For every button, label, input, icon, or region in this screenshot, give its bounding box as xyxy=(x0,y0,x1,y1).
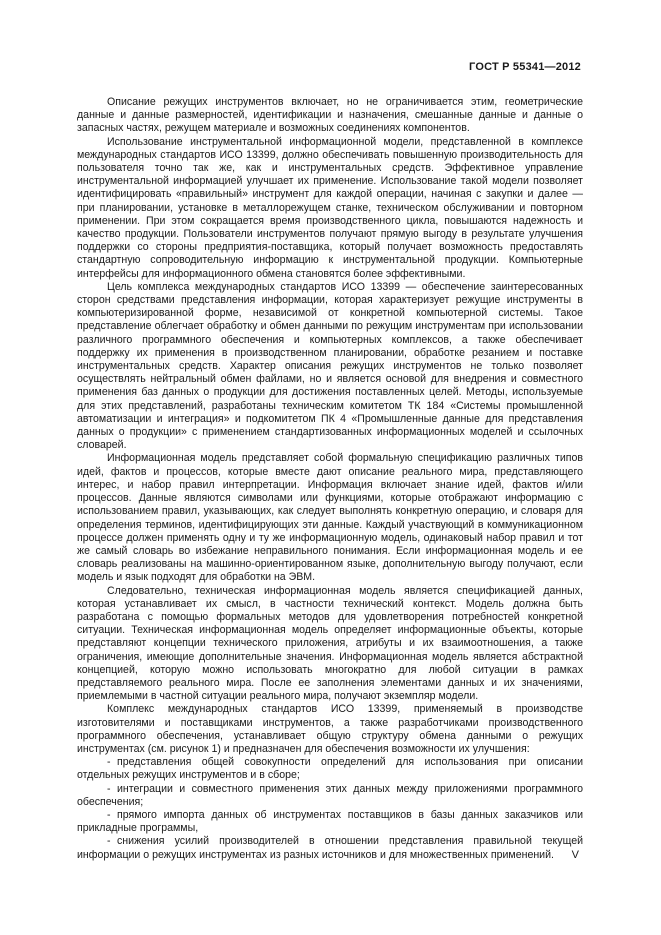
list-item xyxy=(77,809,583,835)
list-dash: - xyxy=(107,808,111,821)
list-item-text: представления общей совокупности определений для использования при описании отдельных режущих инструментов и в сборе; xyxy=(77,756,583,782)
list-dash: - xyxy=(107,782,111,795)
page-number: V xyxy=(571,849,579,861)
list-dash: - xyxy=(107,756,111,769)
paragraph-information-model: Информационная модель представляет собой формальную спецификацию различных типов идей, фактов и процессов, которые вместе дают описание реального мира, представляющего интерес, и набор правил интерпретации. Информация включает знание идей, фактов и/или процессов. Данные являются символами или функциями, которые отображают информацию с использованием правил, указывающих, как следует выполнять конкретную операцию, и словаря для определения терминов, идентифицирующих эти данные. Каждый участвующий в коммуникационном процессе должен применять одну и ту же информационную модель, одинаковый набор правил и тот же самый словарь во избежание неправильного понимания. Если информационная модель и ее словарь реализованы на машинно-ориентированном языке, дополнительную выгоду получают, если модель и язык подходят для обработки на ЭВМ. xyxy=(77,452,583,584)
list-item-text: интеграции и совместного применения этих данных между приложениями программного обеспечения; xyxy=(77,782,583,808)
list-item-text: прямого импорта данных об инструментах поставщиков в базы данных заказчиков или прикладные программы, xyxy=(77,808,583,835)
improvement-list xyxy=(77,756,583,862)
list-item xyxy=(77,783,583,809)
list-item xyxy=(77,756,583,782)
list-dash: - xyxy=(107,835,111,848)
paragraph-goal: Цель комплекса международных стандартов ИСО 13399 — обеспечение заинтересованных сторон средствами представления информации, которая характеризует режущие инструменты в компьютеризированной форме, независимой от конкретной компьютерной системы. Такое представление облегчает обработку и обмен данными по режущим инструментам при использовании различного программного обеспечения и компьютерных комплексов, а также обеспечивает поддержку их применения в производственном планировании, обработке резанием и поставке инструментальных средств. Характер описания режущих инструментов не только позволяет осуществлять нейтральный обмен файлами, но и является основой для внедрения и совместного применения баз данных о продукции для достижения поставленных целей. Методы, используемые для этих представлений, разработаны техническим комитетом ТК 184 «Системы промышленной автоматизации и интеграция» и подкомитетом ПК 4 «Промышленные данные для представления данных о продукции» с применением стандартизованных информационных моделей и ссылочных словарей. xyxy=(77,280,583,452)
paragraph-description: Описание режущих инструментов включает, но не ограничивается этим, геометрические данные и данные размерностей, идентификации и назначения, смешанные данные и данные о запасных частях, режущем материале и возможных соединениях компонентов. xyxy=(77,96,583,135)
paragraph-technical-model: Следовательно, техническая информационная модель является спецификацией данных, которая устанавливает их смысл, в частности технический контекст. Модель должна быть разработана с помощью формальных методов для удовлетворения потребностей конкретной ситуации. Техническая информационная модель определяет информационные объекты, которые представляют концепции технического приложения, атрибуты и их взаимоотношения, а также ограничения, имеющие дополнительные значения. Информационная модель является абстрактной концепцией, которую можно использовать многократно для любой ситуации в рамках представляемого реального мира. После ее заполнения элементами данных и их значениями, приемлемыми в частной ситуации реального мира, получают экземпляр модели. xyxy=(77,584,583,703)
standard-designation: ГОСТ Р 55341—2012 xyxy=(469,61,581,73)
paragraph-usage: Использование инструментальной информационной модели, представленной в комплексе международных стандартов ИСО 13399, должно обеспечивать повышенную производительность для пользователя точно так же, как и инструментальных средств. Эффективное управление инструментальной информацией улучшает их применение. Использование такой модели позволяет идентифицировать «правильный» инструмент для каждой операции, начиная с закупки и далее — при планировании, установке в металлорежущем станке, техническом обслуживании и повторном применении. При этом сокращается время производственного цикла, повышаются надежность и качество продукции. Пользователи инструментов получают прямую выгоду в результате улучшения поддержки со стороны предприятия-поставщика, который получает возможность предоставлять стандартную сопроводительную информацию к инструментальной продукции. Компьютерные интерфейсы для информационного обмена становятся более эффективными. xyxy=(77,135,583,280)
list-item-text: снижения усилий производителей в отношении представления правильной текущей информации о режущих инструментах из разных источников и для множественных применений. xyxy=(77,835,583,861)
paragraph-iso-complex: Комплекс международных стандартов ИСО 13399, применяемый в производстве изготовителями и поставщиками инструментов, а также разработчиками производственного программного обеспечения, устанавливает общую структуру обмена данными о режущих инструментах (см. рисунок 1) и предназначен для обеспечения возможности их улучшения: xyxy=(77,703,583,755)
body-text xyxy=(77,96,583,862)
list-item xyxy=(77,835,583,861)
